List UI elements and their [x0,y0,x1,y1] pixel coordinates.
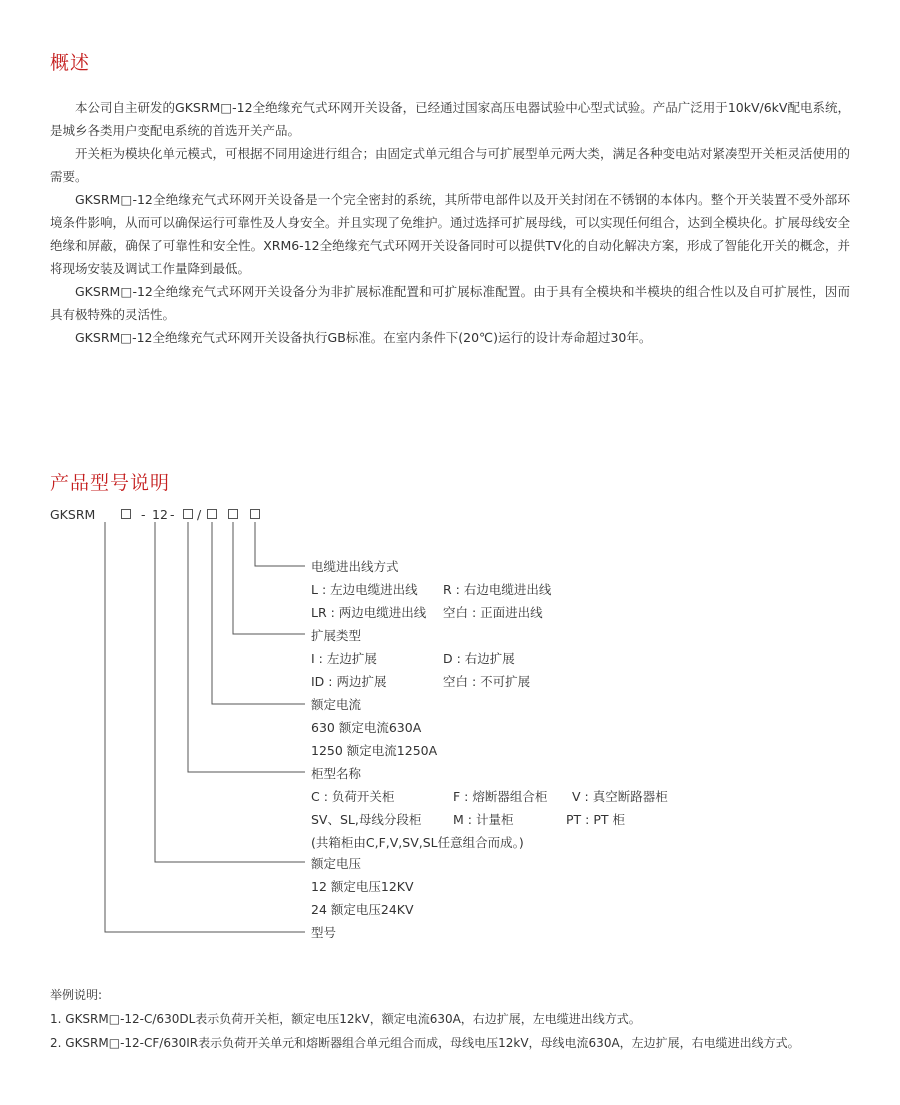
line-method-label: 电缆进出线方式 [311,559,399,574]
code-sep: - [141,507,146,522]
connector-cabinet [188,522,305,772]
overview-paragraph: GKSRM□-12全绝缘充气式环网开关设备是一个完全密封的系统，其所带电部件以及开关封闭在不锈钢的本体内。整个开关装置不受外部环境条件影响，从而可以确保运行可靠性及人身安全。并且实现了免维护。通过选择可扩展母线，可以实现任何组合，达到全模块化。扩展母线安全绝缘和屏蔽，确保了可靠性和安全性。XRM6-12全绝缘充气式环网开关设备同时可以提供TV化的自动化解决方案，形成了智能化开关的概念，并将现场安装及调试工作量降到最低。 [50,192,851,276]
code-prefix: GKSRM [50,507,96,522]
expansion-option: I : 左边扩展 [311,651,377,666]
current-label: 额定电流 [311,697,362,712]
cabinet-label: 柜型名称 [311,766,362,781]
cabinet-option: V : 真空断路器柜 [572,789,668,804]
line-method-option: L : 左边电缆进出线 [311,582,418,597]
example-item: 2. GKSRM□-12-CF/630IR表示负荷开关单元和熔断器组合单元组合而成，母线电压12kV，母线电流630A，左边扩展，右电缆进出线方式。 [50,1036,800,1050]
voltage-option: 12 额定电压12KV [311,879,414,894]
connector-expansion [233,522,305,634]
cabinet-option: F : 熔断器组合柜 [453,789,548,804]
type-label: 型号 [311,925,337,940]
overview-paragraph: GKSRM□-12全绝缘充气式环网开关设备分为非扩展标准配置和可扩展标准配置。由于具有全模块和半模块的组合性以及自可扩展性，因而具有极特殊的灵活性。 [50,284,850,322]
line-method-option: R : 右边电缆进出线 [443,582,552,597]
code-box [207,509,217,519]
connector-voltage [155,522,305,862]
code-box [228,509,238,519]
connector-line-method [255,522,305,566]
overview-heading: 概述 [50,52,91,74]
connector-current [212,522,305,704]
cabinet-option: C : 负荷开关柜 [311,789,395,804]
line-method-option: LR : 两边电缆进出线 [311,605,427,620]
expansion-label: 扩展类型 [311,628,362,643]
cabinet-note: (共箱柜由C,F,V,SV,SL任意组合而成。) [311,835,524,850]
expansion-option: D : 右边扩展 [443,651,515,666]
example-item: 1. GKSRM□-12-C/630DL表示负荷开关柜，额定电压12kV，额定电流630A，右边扩展，左电缆进出线方式。 [50,1012,641,1026]
expansion-option: 空白 : 不可扩展 [443,674,531,689]
expansion-option: ID : 两边扩展 [311,674,387,689]
code-sep: - [170,507,175,522]
overview-paragraph: GKSRM□-12全绝缘充气式环网开关设备执行GB标准。在室内条件下(20℃)运行的设计寿命超过30年。 [75,330,652,345]
current-option: 630 额定电流630A [311,720,422,735]
model-heading: 产品型号说明 [50,472,171,494]
code-slash: / [197,507,202,522]
code-voltage: 12 [152,507,168,522]
cabinet-option: PT : PT 柜 [566,812,625,827]
line-method-option: 空白 : 正面进出线 [443,605,543,620]
code-box [121,509,131,519]
code-box [250,509,260,519]
voltage-option: 24 额定电压24KV [311,902,414,917]
overview-paragraph: 开关柜为模块化单元模式，可根据不同用途进行组合；由固定式单元组合与可扩展型单元两大类，满足各种变电站对紧凑型开关柜灵活使用的需要。 [50,146,851,184]
overview-paragraph: 本公司自主研发的GKSRM□-12全绝缘充气式环网开关设备，已经通过国家高压电器试验中心型式试验。产品广泛用于10kV/6kV配电系统，是城乡各类用户变配电系统的首选开关产品。 [50,100,850,138]
examples-title: 举例说明: [50,988,103,1002]
examples-section [50,983,880,1055]
voltage-label: 额定电压 [311,856,362,871]
current-option: 1250 额定电流1250A [311,743,438,758]
connector-type [105,522,305,932]
cabinet-option: M : 计量柜 [453,812,514,827]
cabinet-option: SV、SL,母线分段柜 [311,812,422,827]
code-box [183,509,193,519]
